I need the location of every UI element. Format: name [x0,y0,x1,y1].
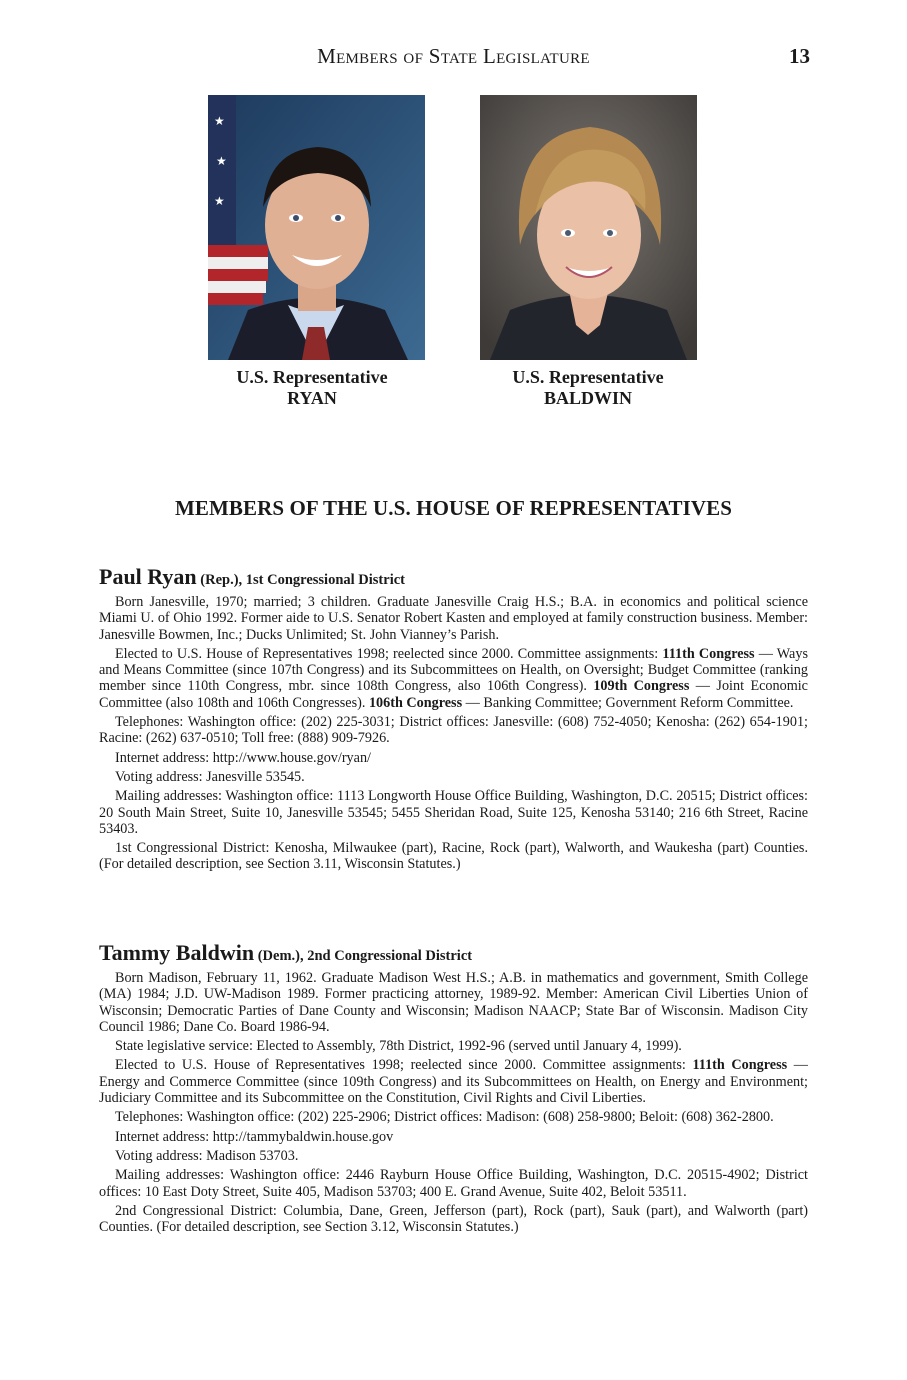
bio-internet: Internet address: http://www.house.gov/ryan/ [115,749,371,766]
bio-voting: Voting address: Madison 53703. [115,1147,299,1164]
bio-elected: Elected to U.S. House of Representatives 1998; reelected since 2000. Committee assignments: 111th Congress — Ways and Means Committee (since 107th Congress) and its Subcommittees on Health, on Oversight; Budget Committee (ranking member since 110th Congress, mbr. since 108th Congress, also 106th Congress). 109th Congress — Joint Economic Committee (also 108th and 106th Congresses). 106th Congress — Banking Committee; Government Reform Committee. [99,645,808,711]
bio-district: 1st Congressional District: Kenosha, Milwaukee (part), Racine, Rock (part), Walworth, and Waukesha (part) Counties. (For detailed description, see Section 3.11, Wisconsin Statutes.) [99,840,808,873]
bio-state-service: State legislative service: Elected to Assembly, 78th District, 1992-96 (served until January 4, 1999). [115,1038,682,1055]
party-district: (Dem.), 2nd Congressional District [254,948,473,964]
photo-caption-baldwin [458,367,718,409]
photo-caption-ryan [182,367,442,409]
caption-title: U.S. Representative [512,367,664,387]
svg-text:★: ★ [214,114,225,128]
running-title: Members of State Legislature [317,44,590,68]
caption-name: BALDWIN [543,388,632,408]
bio-born: Born Janesville, 1970; married; 3 children. Graduate Janesville Craig H.S.; B.A. in economics and political science Miami U. of Ohio 1992. Former aide to U.S. Senator Robert Kasten and employed at family construction business. Member: Janesville Bowmen, Inc.; Ducks Unlimited; St. John Vianney’s Parish. [99,594,808,643]
bio-ryan [99,565,808,876]
bio-mailing: Mailing addresses: Washington office: 1113 Longworth House Office Building, Washington, D.C. 20515; District offices: 20 South Main Street, Suite 10, Janesville 53545; 5455 Sheridan Road, Suite 125, Kenosha 53140; 216 6th Street, Racine 53403. [99,788,808,837]
bio-born: Born Madison, February 11, 1962. Graduate Madison West H.S.; A.B. in mathematics and government, Smith College (MA) 1984; J.D. UW-Madison 1989. Former practicing attorney, 1989-92. Member: American Civil Liberties Union of Wisconsin; Democratic Parties of Dane County and Wisconsin; Madison NAACP; State Bar of Wisconsin. Madison City Council 1986; Dane Co. Board 1986-94. [99,970,808,1035]
member-name: Paul Ryan [99,564,197,589]
portrait-photo-ryan [208,95,425,360]
portrait-photo-baldwin [480,95,697,360]
bio-elected: Elected to U.S. House of Representatives 1998; reelected since 2000. Committee assignments: 111th Congress — Energy and Commerce Committee (since 109th Congress) and its Subcommittees on Health, on Energy and Environment; Judiciary Committee and its Subcommittee on the Constitution, Civil Rights and Civil Liberties. [99,1057,808,1107]
bio-telephones: Telephones: Washington office: (202) 225-3031; District offices: Janesville: (608) 752-4050; Kenosha: (262) 654-1901; Racine: (262) 637-0510; Toll free: (888) 909-7926. [99,714,808,747]
party-district: (Rep.), 1st Congressional District [196,572,405,588]
page-number: 13 [789,44,810,68]
bio-internet: Internet address: http://tammybaldwin.house.gov [115,1128,394,1145]
bio-mailing: Mailing addresses: Washington office: 2446 Rayburn House Office Building, Washington, D.C. 20515-4902; District offices: 10 East Doty Street, Suite 405, Madison 53703; 400 E. Grand Avenue, Suite 402, Beloit 53511. [99,1167,808,1200]
bio-name-line [99,941,808,968]
svg-text:★: ★ [216,154,227,168]
caption-name: RYAN [287,388,337,408]
bio-voting: Voting address: Janesville 53545. [115,768,305,785]
running-head [0,44,907,74]
section-heading: MEMBERS OF THE U.S. HOUSE OF REPRESENTATIVES [174,496,733,520]
bio-district: 2nd Congressional District: Columbia, Dane, Green, Jefferson (part), Rock (part), Sauk (part), and Walworth (part) Counties. (For detailed description, see Section 3.12, Wisconsin Statutes.) [99,1202,808,1236]
member-name: Tammy Baldwin [99,940,255,965]
caption-title: U.S. Representative [236,367,388,387]
svg-text:★: ★ [214,194,225,208]
bio-name-line [99,565,808,592]
bio-baldwin [99,941,808,1238]
bio-telephones: Telephones: Washington office: (202) 225-2906; District offices: Madison: (608) 258-9800; Beloit: (608) 362-2800. [115,1109,774,1126]
